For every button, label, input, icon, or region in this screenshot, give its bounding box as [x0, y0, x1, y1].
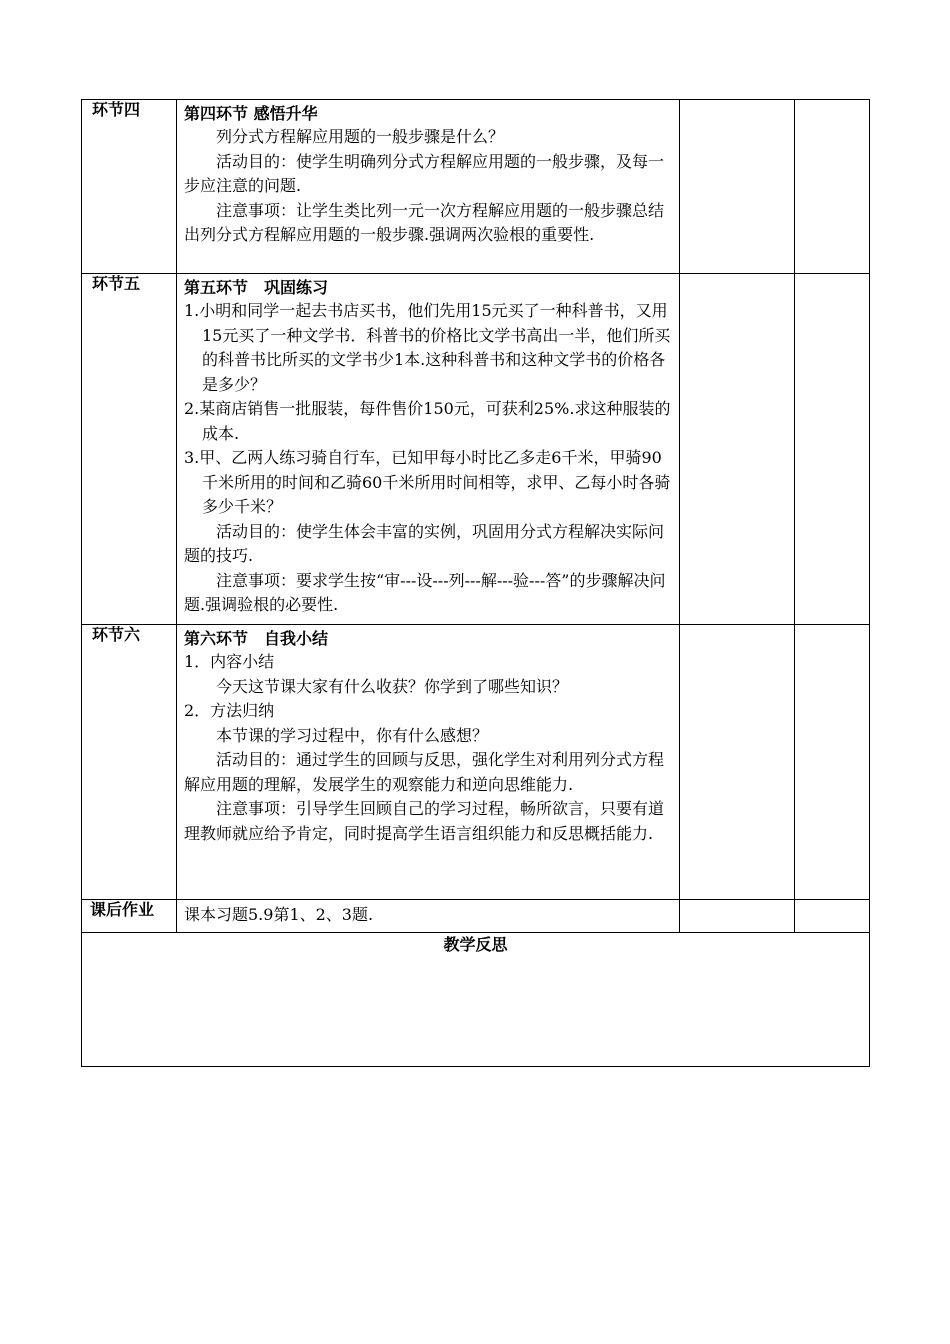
section-title: 第六环节 自我小结 — [184, 629, 329, 648]
section-title: 第五环节 巩固练习 — [184, 278, 329, 297]
paragraph: 活动目的：通过学生的回顾与反思，强化学生对利用列分式方程解应用题的理解，发展学生的观察能力和逆向思维能力. — [184, 750, 665, 794]
stage-five-content-cell — [177, 274, 680, 625]
stage-four-label-cell — [82, 100, 177, 274]
exercise-item: 3.甲、乙两人练习骑自行车，已知甲每小时比乙多走6千米，甲骑90千米所用的时间和乙骑60千米所用时间相等，求甲、乙每小时各骑多少千米？ — [184, 448, 671, 516]
homework-label: 课后作业 — [90, 900, 155, 919]
empty-cell — [680, 274, 795, 625]
paragraph: 活动目的：使学生明确列分式方程解应用题的一般步骤，及每一步应注意的问题. — [184, 151, 665, 195]
section-title: 第四环节 感悟升华 — [184, 104, 318, 123]
paragraph: 今天这节课大家有什么收获？你学到了哪些知识？ — [216, 676, 569, 696]
stage-six-content-cell — [177, 625, 680, 900]
homework-row — [82, 900, 870, 933]
subheading: 2．方法归纳 — [184, 701, 275, 720]
paragraph: 本节课的学习过程中，你有什么感想？ — [216, 725, 489, 745]
paragraph: 活动目的：使学生体会丰富的实例，巩固用分式方程解决实际问题的技巧. — [184, 521, 665, 565]
stage-six-label-cell — [82, 625, 177, 900]
empty-cell — [680, 625, 795, 900]
stage-label: 环节四 — [92, 100, 141, 119]
stage-four-content-cell — [177, 100, 680, 274]
lesson-plan-table — [81, 99, 870, 1067]
reflection-row — [82, 933, 870, 1067]
subheading: 1．内容小结 — [184, 652, 275, 671]
exercise-item: 2.某商店销售一批服装，每件售价150元，可获利25%.求这种服装的成本. — [184, 399, 671, 443]
paragraph: 注意事项：让学生类比列一元一次方程解应用题的一般步骤总结出列分式方程解应用题的一般步骤.强调两次验根的重要性. — [184, 200, 665, 244]
homework-content-cell — [177, 900, 680, 933]
empty-cell — [680, 100, 795, 274]
empty-cell — [795, 625, 870, 900]
paragraph: 注意事项：引导学生回顾自己的学习过程，畅所欲言，只要有道理教师就应给予肯定，同时提高学生语言组织能力和反思概括能力. — [184, 799, 665, 843]
paragraph: 注意事项：要求学生按“审---设---列---解---验---答”的步骤解决问题.强调验根的必要性. — [184, 570, 666, 614]
reflection-cell — [82, 933, 870, 1067]
homework-label-cell — [82, 900, 177, 933]
stage-five-label-cell — [82, 274, 177, 625]
stage-label: 环节六 — [92, 625, 141, 644]
stage-label: 环节五 — [92, 274, 141, 293]
stage-four-row — [82, 100, 870, 274]
stage-six-row — [82, 625, 870, 900]
stage-five-row — [82, 274, 870, 625]
reflection-title: 教学反思 — [443, 935, 508, 954]
empty-cell — [795, 100, 870, 274]
empty-cell — [795, 900, 870, 933]
empty-cell — [795, 274, 870, 625]
homework-text: 课本习题5.9第1、2、3题. — [184, 905, 374, 924]
exercise-item: 1.小明和同学一起去书店买书，他们先用15元买了一种科普书，又用15元买了一种文学书．科普书的价格比文学书高出一半，他们所买的科普书比所买的文学书少1本.这种科普书和这种文学书的价格各是多少？ — [184, 301, 671, 394]
paragraph: 列分式方程解应用题的一般步骤是什么？ — [216, 127, 505, 146]
empty-cell — [680, 900, 795, 933]
